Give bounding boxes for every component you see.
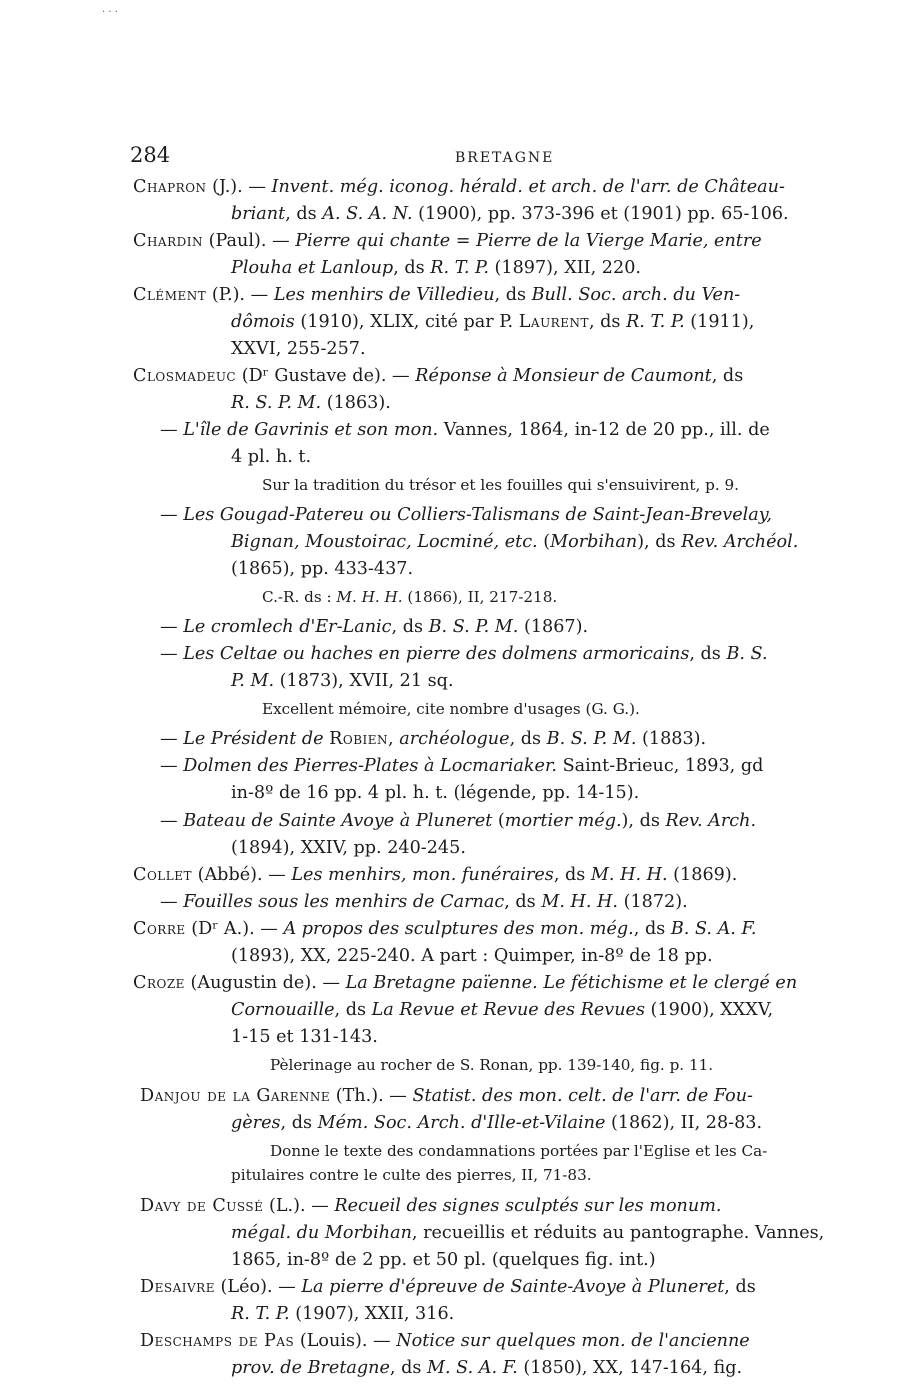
- title-text: Bull. Soc. arch. du Ven-: [531, 285, 741, 305]
- text-run: 4 pl. h. t.: [231, 447, 312, 467]
- title-text: Le Président de: [183, 729, 324, 749]
- title-text: A. S. A. N.: [322, 204, 413, 224]
- entry-line: [231, 782, 639, 804]
- title-text: L'île de Gavrinis et son mon.: [183, 420, 439, 440]
- title-text: La Bretagne païenne. Le fétichisme et le clergé en: [345, 973, 798, 993]
- entry-line: [133, 284, 740, 306]
- text-run: (J.). —: [206, 177, 272, 197]
- entry-line: [160, 755, 763, 777]
- text-run: (: [537, 532, 551, 552]
- title-text: B. S. P. M.: [546, 729, 637, 749]
- title-text: Les menhirs de Villedieu: [273, 285, 495, 305]
- title-text: prov. de Bretagne: [231, 1358, 390, 1378]
- annotation-line: [270, 1054, 713, 1076]
- text-run: Vannes, 1864, in-12 de 20 pp., ill. de: [438, 420, 770, 440]
- title-text: R. T. P.: [626, 312, 685, 332]
- entry-line: [133, 230, 762, 252]
- text-run: Pèlerinage au rocher de S. Ronan, pp. 139-140, fig. p. 11.: [270, 1056, 714, 1074]
- entry-line: [160, 643, 768, 665]
- title-text: R. T. P.: [231, 1304, 290, 1324]
- text-run: (1869).: [667, 865, 738, 885]
- entry-line: [133, 176, 785, 198]
- title-text: M. S. A. F.: [426, 1358, 518, 1378]
- text-run: (1907), XXII, 316.: [289, 1304, 455, 1324]
- entry-line: [231, 1249, 656, 1271]
- text-run: (1850), XX, 147-164, fig.: [517, 1358, 743, 1378]
- title-text: Le cromlech d'Er-Lanic: [183, 617, 392, 637]
- entry-line: [231, 1303, 454, 1325]
- entry-line: [140, 1195, 722, 1217]
- entry-line: [231, 837, 466, 859]
- title-text: Rev. Archéol.: [681, 532, 799, 552]
- entry-line: [140, 1276, 756, 1298]
- title-text: mégal. du Morbihan: [231, 1223, 412, 1243]
- entry-line: [231, 999, 773, 1021]
- entry-line: [140, 1085, 753, 1107]
- text-run: (1910), XLIX, cité par P.: [294, 312, 519, 332]
- entry-line: [231, 531, 798, 553]
- text-run: (1862), II, 28-83.: [605, 1113, 763, 1133]
- text-run: (Léo). —: [214, 1277, 302, 1297]
- text-run: —: [160, 505, 184, 525]
- text-run: , ds: [553, 865, 591, 885]
- entry-line: [231, 203, 789, 225]
- author-name: Davy de Cussé: [140, 1196, 264, 1216]
- title-text: Les Gougad-Patereu ou Colliers-Talismans de Saint-Jean-Brevelay,: [183, 505, 772, 525]
- text-run: —: [160, 420, 184, 440]
- entry-line: [160, 504, 772, 526]
- text-run: (Abbé). —: [192, 865, 292, 885]
- title-text: M. H. H.: [541, 892, 618, 912]
- author-name: Laurent: [518, 312, 589, 332]
- text-run: , ds: [285, 204, 323, 224]
- author-name: Deschamps de Pas: [140, 1331, 295, 1351]
- title-text: R. S. P. M.: [231, 393, 322, 413]
- title-text: Morbihan: [550, 532, 638, 552]
- title-text: mortier még.: [504, 811, 622, 831]
- author-name: Corre: [133, 919, 186, 939]
- title-text: Notice sur quelques mon. de l'ancienne: [396, 1331, 750, 1351]
- entry-line: [231, 1026, 378, 1048]
- text-run: (P.). —: [206, 285, 274, 305]
- text-run: ,: [388, 729, 400, 749]
- entry-line: [160, 419, 770, 441]
- title-text: Bateau de Sainte Avoye à Pluneret: [183, 811, 493, 831]
- title-text: Invent. még. iconog. hérald. et arch. de l'arr. de Château-: [271, 177, 785, 197]
- title-text: Les Celtae ou haches en pierre des dolmens armoricains: [183, 644, 690, 664]
- title-text: Dolmen des Pierres-Plates à Locmariaker.: [183, 756, 558, 776]
- text-run: —: [160, 892, 184, 912]
- entry-line: [231, 338, 366, 360]
- entry-line: [231, 446, 311, 468]
- title-text: Rev. Arch.: [665, 811, 757, 831]
- entry-line: [160, 616, 588, 638]
- text-run: in-8º de 16 pp. 4 pl. h. t. (légende, pp. 14-15).: [231, 783, 640, 803]
- text-run: (Paul). —: [203, 231, 296, 251]
- annotation-line: [262, 474, 739, 496]
- page-number: 284: [130, 143, 171, 167]
- title-text: P. M.: [231, 671, 275, 691]
- entry-line: [133, 972, 797, 994]
- entry-line: [133, 365, 743, 387]
- text-run: (1897), XII, 220.: [488, 258, 641, 278]
- text-run: , ds: [280, 1113, 318, 1133]
- text-run: (1911),: [684, 312, 755, 332]
- text-run: , ds: [689, 644, 727, 664]
- text-run: (Th.). —: [330, 1086, 413, 1106]
- title-text: Statist. des mon. celt. de l'arr. de Fou-: [412, 1086, 753, 1106]
- author-name: Closmadeuc: [133, 366, 237, 386]
- text-run: Saint-Brieuc, 1893, gd: [557, 756, 764, 776]
- author-name: Danjou de la Garenne: [140, 1086, 331, 1106]
- author-name: Desaivre: [140, 1277, 215, 1297]
- entry-line: [231, 1357, 742, 1379]
- title-text: La pierre d'épreuve de Sainte-Avoye à Pluneret: [301, 1277, 725, 1297]
- title-text: Recueil des signes sculptés sur les monum.: [334, 1196, 722, 1216]
- author-name: Croze: [133, 973, 185, 993]
- title-text: gères: [231, 1113, 281, 1133]
- author-name: Chardin: [133, 231, 203, 251]
- text-run: , recueillis et réduits au pantographe. Vannes,: [411, 1223, 825, 1243]
- title-text: A propos des sculptures des mon. még.: [283, 919, 634, 939]
- text-run: , ds: [393, 258, 431, 278]
- text-run: pitulaires contre le culte des pierres, II, 71-83.: [231, 1166, 592, 1184]
- entry-line: [133, 864, 737, 886]
- title-text: Bignan, Moustoirac, Locminé, etc.: [231, 532, 538, 552]
- text-run: Excellent mémoire, cite nombre d'usages (G. G.).: [262, 700, 640, 718]
- text-run: Sur la tradition du trésor et les fouilles qui s'ensuivirent, p. 9.: [262, 476, 739, 494]
- text-run: , ds: [389, 1358, 427, 1378]
- text-run: (Augustin de). —: [184, 973, 346, 993]
- text-run: (1872).: [617, 892, 688, 912]
- text-run: , ds: [633, 919, 671, 939]
- title-text: R. T. P.: [430, 258, 489, 278]
- annotation-line: [270, 1140, 767, 1162]
- text-run: 1-15 et 131-143.: [231, 1027, 378, 1047]
- text-run: 1865, in-8º de 2 pp. et 50 pl. (quelques fig. int.): [231, 1250, 656, 1270]
- title-text: Cornouaille: [231, 1000, 335, 1020]
- text-run: (: [492, 811, 505, 831]
- annotation-line: [231, 1164, 592, 1186]
- text-run: (1894), XXIV, pp. 240-245.: [231, 838, 466, 858]
- text-run: Donne le texte des condamnations portées par l'Eglise et les Ca-: [270, 1142, 768, 1160]
- text-run: (Dʳ A.). —: [185, 919, 284, 939]
- text-run: (L.). —: [263, 1196, 335, 1216]
- title-text: Fouilles sous les menhirs de Carnac: [183, 892, 505, 912]
- text-run: (1863).: [321, 393, 391, 413]
- text-run: (Louis). —: [294, 1331, 397, 1351]
- text-run: C.-R. ds :: [262, 588, 337, 606]
- entry-line: [160, 810, 756, 832]
- text-run: , ds: [724, 1277, 756, 1297]
- entry-line: [231, 1222, 824, 1244]
- text-run: (1883).: [636, 729, 707, 749]
- title-text: B. S. P. M.: [428, 617, 519, 637]
- entry-line: [231, 1112, 762, 1134]
- title-text: La Revue et Revue des Revues: [371, 1000, 645, 1020]
- title-text: B. S.: [726, 644, 768, 664]
- text-run: —: [160, 729, 184, 749]
- entry-line: [231, 670, 454, 692]
- text-run: , ds: [334, 1000, 372, 1020]
- title-text: briant: [231, 204, 286, 224]
- annotation-line: [262, 698, 640, 720]
- text-run: (1873), XVII, 21 sq.: [274, 671, 454, 691]
- text-run: ), ds: [621, 811, 666, 831]
- title-text: archéologue: [399, 729, 510, 749]
- page-specks: · · ·: [102, 7, 118, 18]
- entry-line: [231, 311, 754, 333]
- annotation-line: [262, 586, 557, 608]
- text-run: (1893), XX, 225-240. A part : Quimper, in-8º de 18 pp.: [231, 946, 713, 966]
- title-text: Plouha et Lanloup: [231, 258, 394, 278]
- text-run: , ds: [711, 366, 744, 386]
- text-run: , ds: [504, 892, 542, 912]
- title-text: Les menhirs, mon. funéraires: [291, 865, 554, 885]
- text-run: —: [160, 756, 184, 776]
- author-name: Collet: [133, 865, 193, 885]
- text-run: (1866), II, 217-218.: [402, 588, 558, 606]
- author-name: Chapron: [133, 177, 207, 197]
- text-run: (1900), pp. 373-396 et (1901) pp. 65-106.: [412, 204, 789, 224]
- text-run: , ds: [509, 729, 547, 749]
- entry-line: [160, 728, 706, 750]
- title-text: M. H. H.: [590, 865, 668, 885]
- title-text: B. S. A. F.: [670, 919, 757, 939]
- title-text: Mém. Soc. Arch. d'Ille-et-Vilaine: [317, 1113, 606, 1133]
- author-name: Clément: [133, 285, 207, 305]
- text-run: (1867).: [518, 617, 589, 637]
- entry-line: [231, 945, 713, 967]
- text-run: —: [160, 617, 184, 637]
- entry-line: [231, 257, 641, 279]
- text-run: (1900), XXXV,: [644, 1000, 774, 1020]
- entry-line: [133, 918, 757, 940]
- text-run: (1865), pp. 433-437.: [231, 559, 414, 579]
- text-run: XXVI, 255-257.: [231, 339, 366, 359]
- text-run: , ds: [391, 617, 429, 637]
- text-run: —: [160, 644, 184, 664]
- text-run: , ds: [588, 312, 627, 332]
- title-text: Réponse à Monsieur de Caumont: [415, 366, 712, 386]
- entry-line: [160, 891, 688, 913]
- title-text: dômois: [231, 312, 295, 332]
- author-name: Robien: [329, 729, 389, 749]
- running-head: BRETAGNE: [455, 150, 555, 166]
- entry-line: [231, 392, 391, 414]
- text-run: —: [160, 811, 184, 831]
- entry-line: [231, 558, 413, 580]
- title-text: M. H. H.: [336, 588, 403, 606]
- text-run: ), ds: [637, 532, 682, 552]
- entry-line: [140, 1330, 750, 1352]
- title-text: Pierre qui chante = Pierre de la Vierge Marie, entre: [295, 231, 762, 251]
- text-run: (Dʳ Gustave de). —: [236, 366, 416, 386]
- text-run: , ds: [494, 285, 532, 305]
